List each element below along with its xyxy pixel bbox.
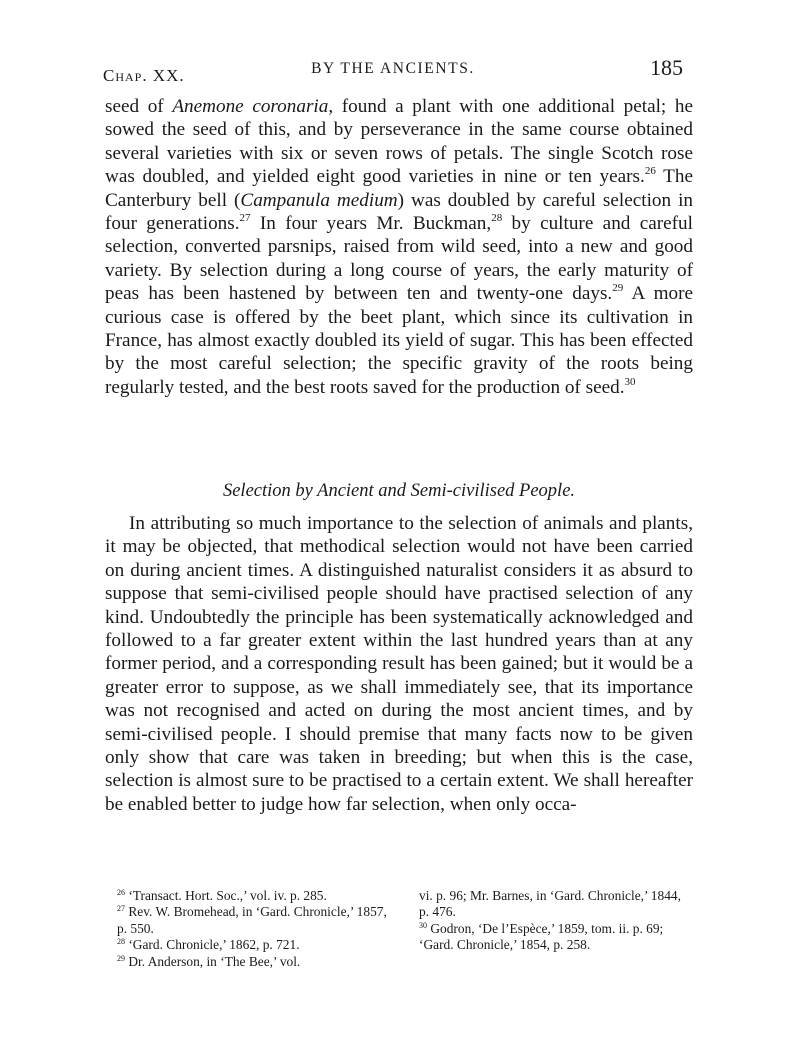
footnote-ref-27: 27 (239, 212, 251, 225)
text-span: A more curious case is offered by the beet plant, which since its cultivation in France, has almost exactly doubled its yield of sugar. This has been effected by the most careful selection; the specific gravity of the roots being regularly tested, and the best roots saved for the production of seed. (105, 283, 693, 398)
footnote (117, 904, 389, 937)
footnotes (117, 888, 691, 970)
footnote-ref-29: 29 (612, 282, 624, 295)
footnote (419, 921, 691, 954)
text-span: , found a plant with one additional petal; he sowed the seed of this, and by perseverance in the same course obtained several varieties with six or seven rows of petals. The single Scotch rose was doubled, and yielded eight good varieties in nine or ten years. (105, 96, 693, 188)
footnote-ref-30: 30 (624, 375, 636, 388)
text-span: The Canterbury bell ( (105, 166, 694, 211)
footnote-ref-28: 28 (491, 212, 503, 225)
running-header (103, 55, 683, 88)
paragraph-1 (105, 95, 693, 399)
footnote-text: Godron, ‘De l’Espèce,’ 1859, tom. ii. p. 69; ‘Gard. Chronicle,’ 1854, p. 258. (419, 920, 664, 953)
footnote (117, 937, 389, 953)
footnote-number: 29 (117, 953, 125, 963)
section-heading: Selection by Ancient and Semi-civilised People. (222, 481, 576, 501)
footnote-continuation (419, 888, 691, 921)
page-number: 185 (650, 55, 683, 80)
footnote-text: Dr. Anderson, in ‘The Bee,’ vol. (125, 953, 301, 969)
species-name: Anemone coronaria (172, 96, 329, 117)
footnote-text: ‘Transact. Hort. Soc.,’ vol. iv. p. 285. (125, 888, 327, 903)
footnotes-left-column (117, 888, 389, 970)
text-span: seed of (105, 96, 173, 117)
footnote-number: 28 (117, 937, 125, 947)
footnote-text: vi. p. 96; Mr. Barnes, in ‘Gard. Chronicle,’ 1844, p. 476. (419, 888, 681, 920)
footnote-text: ‘Gard. Chronicle,’ 1862, p. 721. (125, 937, 300, 953)
footnote (117, 954, 389, 970)
footnote (117, 888, 389, 904)
footnote-number: 30 (419, 920, 427, 930)
footnotes-right-column (419, 888, 691, 970)
text-span: by culture and careful selection, converted parsnips, raised from wild seed, into a new and good variety. By selection during a long course of years, the early maturity of peas has been hastened by between ten and twenty-one days. (105, 213, 693, 305)
paragraph-2: In attributing so much importance to the selection of animals and plants, it may be objected, that methodical selection would not have been carried on during ancient times. A distinguished naturalist considers it as absurd to suppose that semi-civilised people should have practised selection of any kind. Undoubtedly the principle has been systematically acknowledged and followed to a far greater extent within the last hundred years than at any former period, and a corresponding result has been gained; but it would be a greater error to suppose, as we shall immediately see, that its importance was not recognised and acted on during the most ancient times, and by semi-civilised people. I should premise that many facts now to be given only show that care was taken in breeding; but when this is the case, selection is almost sure to be practised to a certain extent. We shall hereafter be enabled better to judge how far selection, when only occa- (105, 513, 693, 815)
text-span: ) was doubled by careful selection in four generations. (105, 189, 694, 235)
footnote-ref-26: 26 (644, 165, 656, 178)
chapter-label: Chap. XX. (103, 66, 185, 85)
footnote-number: 26 (117, 888, 125, 897)
footnote-text: Rev. W. Bromehead, in ‘Gard. Chronicle,’ 1857, p. 550. (117, 904, 387, 936)
running-title: BY THE ANCIENTS. (311, 60, 475, 77)
text-span: In four years Mr. Buckman, (250, 213, 492, 235)
species-name: Campanula medium (240, 189, 398, 211)
footnote-number: 27 (117, 904, 125, 914)
